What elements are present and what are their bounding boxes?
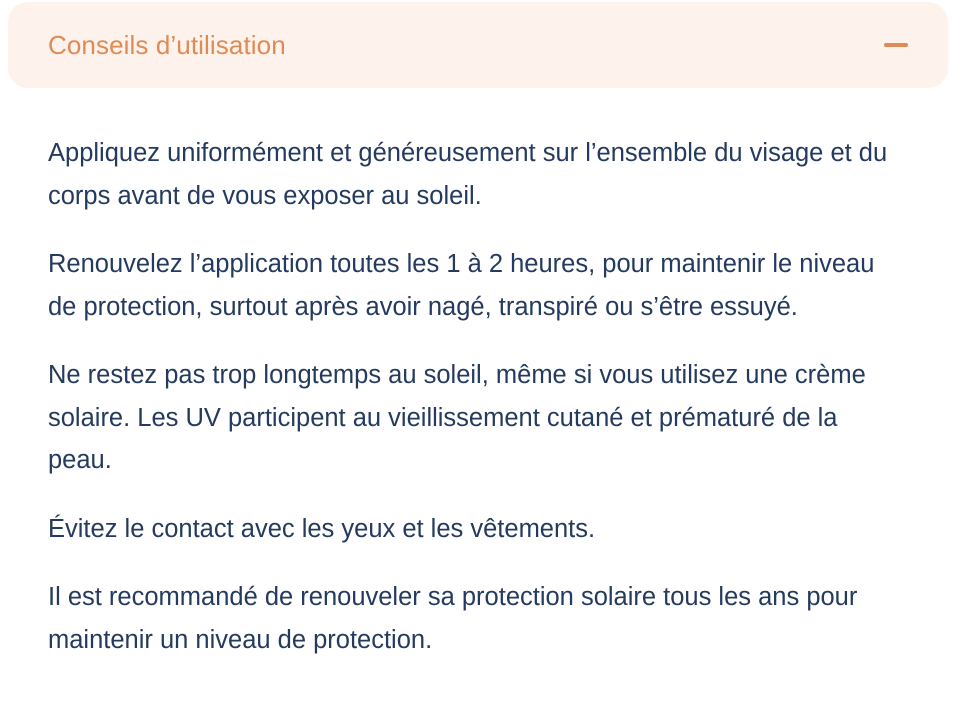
accordion-header[interactable] xyxy=(8,2,948,88)
paragraph-avoid-contact: Évitez le contact avec les yeux et les vêtements. xyxy=(48,514,596,543)
paragraph-yearly-renewal: Il est recommandé de renouveler sa protection solaire tous les ans pour maintenir un niveau de protection. xyxy=(48,583,858,654)
paragraph-renew: Renouvelez l’application toutes les 1 à 2 heures, pour maintenir le niveau de protection, surtout après avoir nagé, transpiré ou s’être essuyé. xyxy=(48,250,875,321)
paragraph-apply: Appliquez uniformément et généreusement sur l’ensemble du visage et du corps avant de vous exposer au soleil. xyxy=(48,139,888,210)
minus-icon[interactable] xyxy=(884,33,908,57)
usage-tips-accordion xyxy=(0,2,956,661)
accordion-content xyxy=(8,88,948,661)
accordion-title: Conseils d’utilisation xyxy=(48,29,286,60)
paragraph-sun-exposure: Ne restez pas trop longtemps au soleil, même si vous utilisez une crème solaire. Les UV participent au vieillissement cutané et prématuré de la peau. xyxy=(48,361,866,474)
